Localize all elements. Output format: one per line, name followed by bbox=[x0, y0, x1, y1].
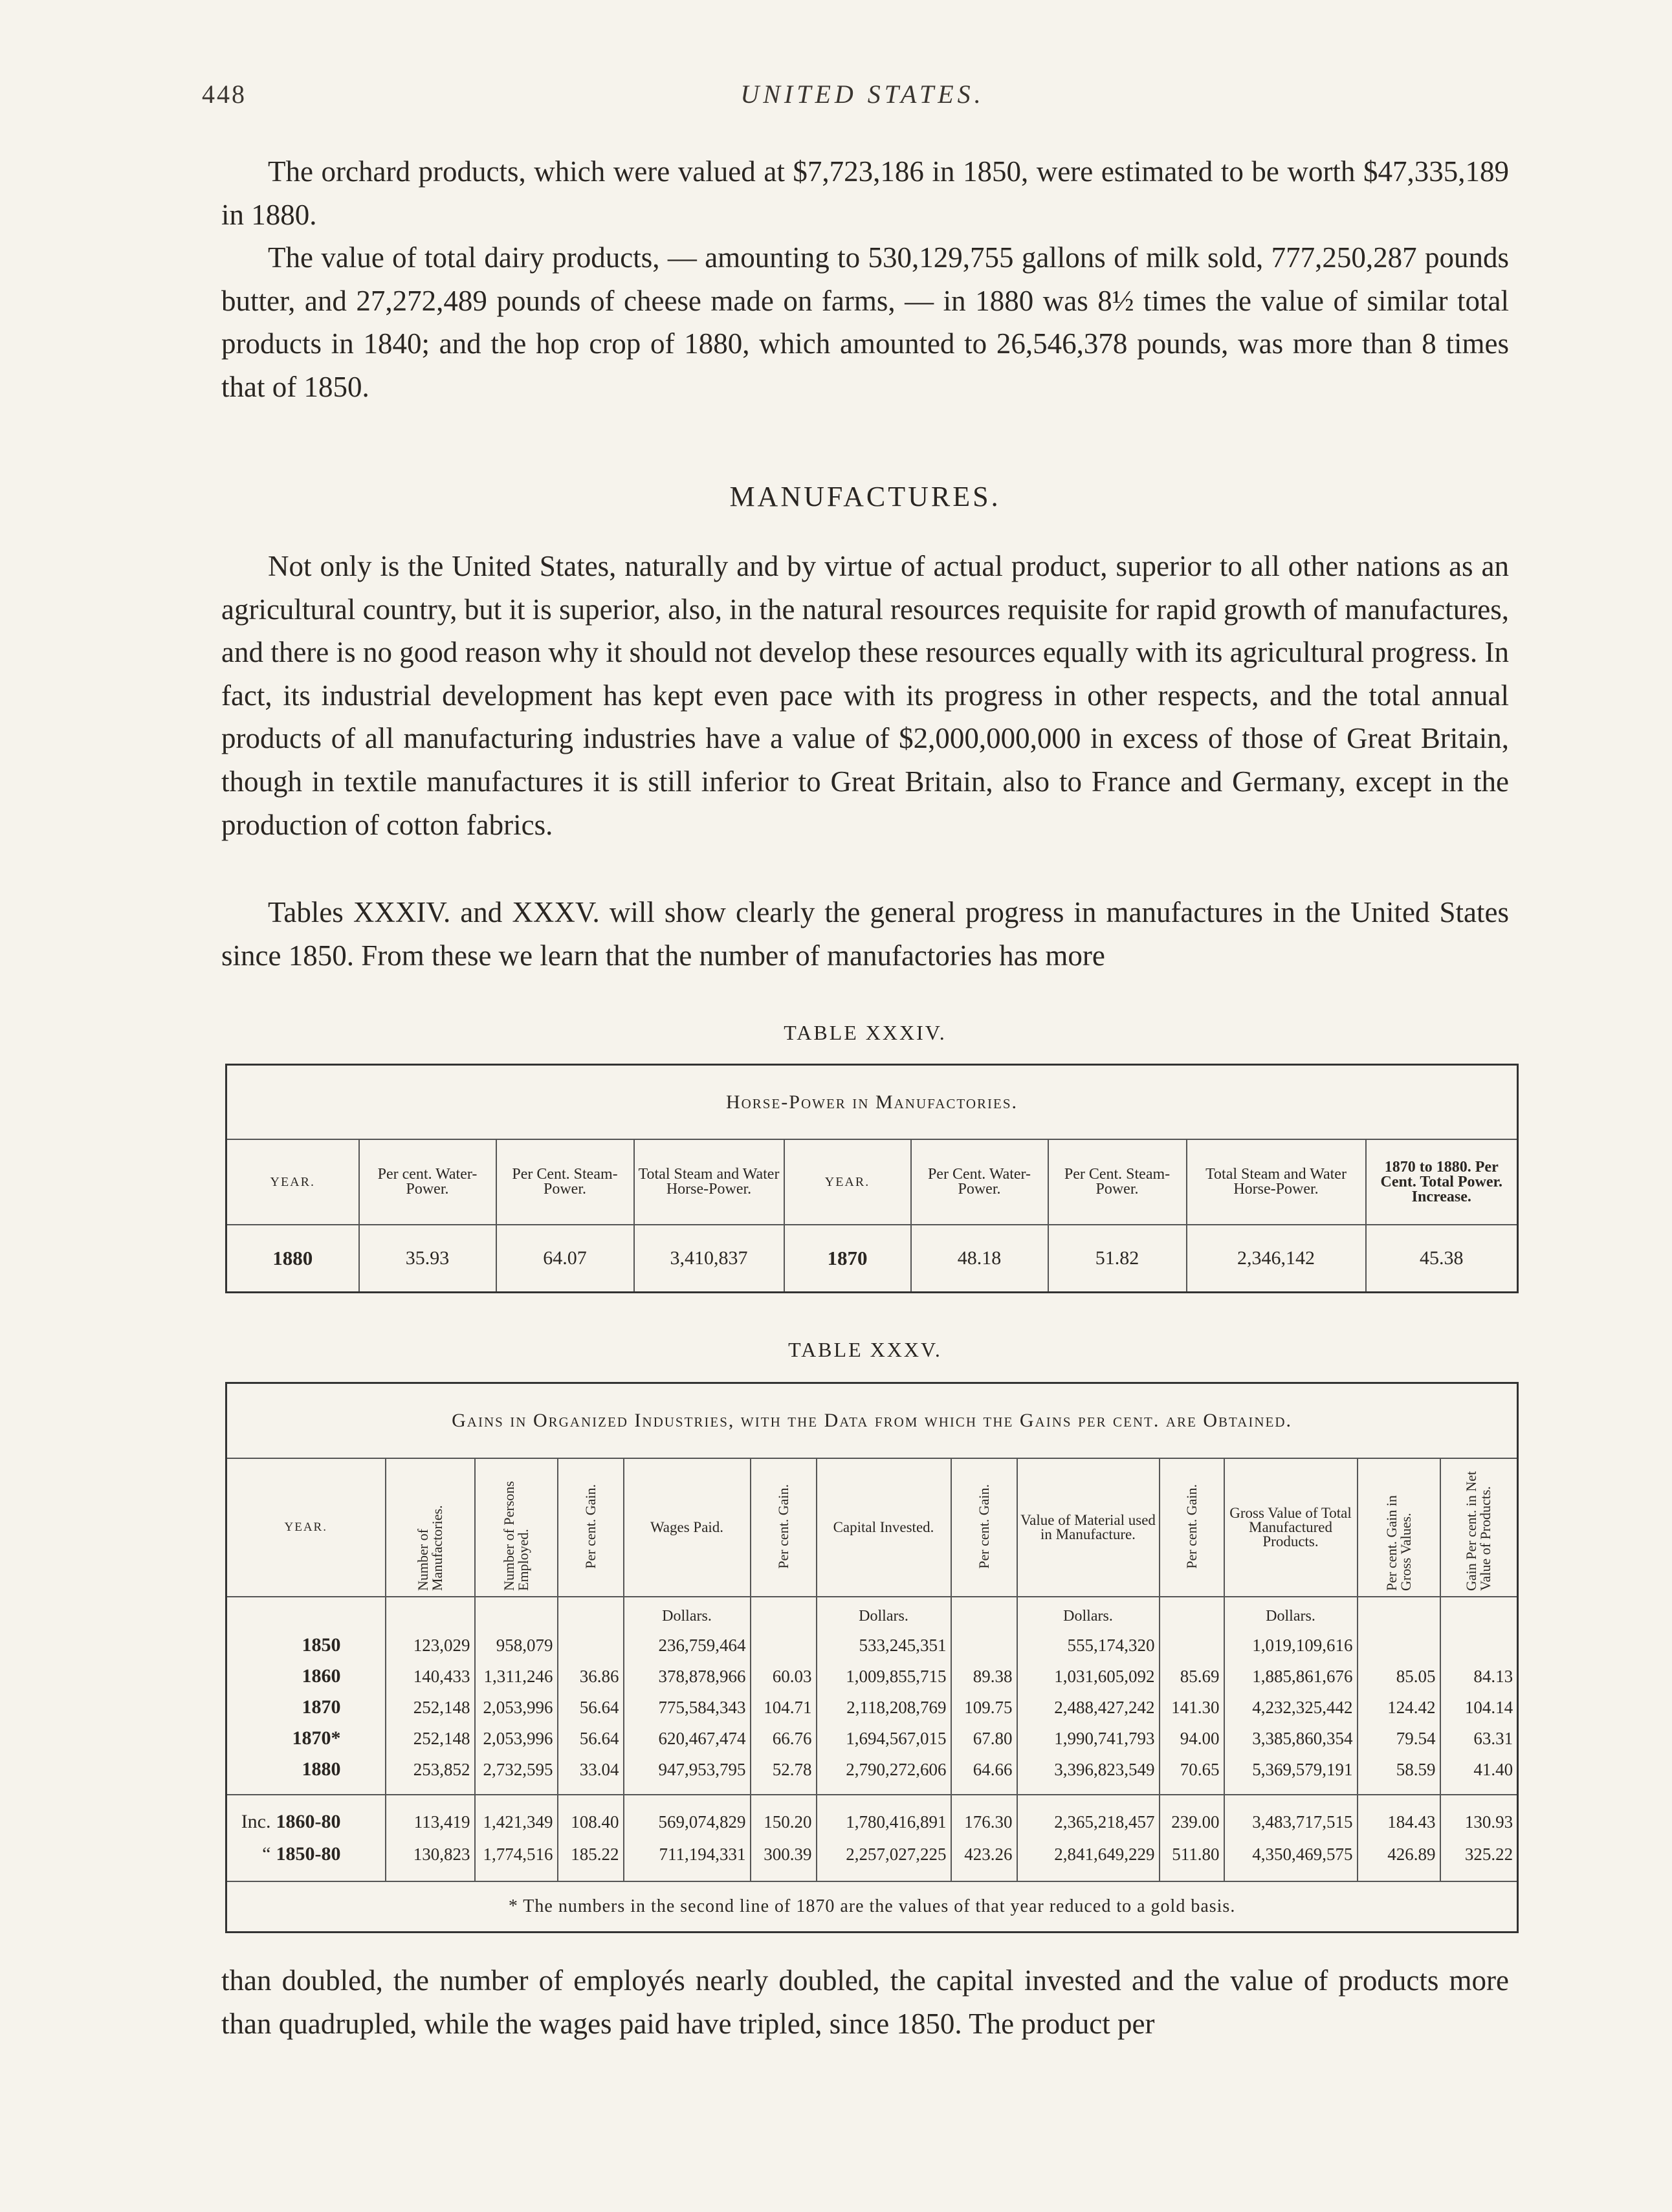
table-cell: 1,780,416,891 bbox=[817, 1795, 951, 1838]
table-cell: 41.40 bbox=[1440, 1754, 1518, 1795]
table-cell: 60.03 bbox=[751, 1661, 817, 1692]
table-35-header: Per cent. Gain. bbox=[1183, 1484, 1200, 1569]
table-cell: 2,841,649,229 bbox=[1017, 1838, 1160, 1881]
table-cell: 124.42 bbox=[1358, 1692, 1440, 1723]
running-title: UNITED STATES. bbox=[740, 80, 985, 109]
table-34-header: Per Cent. Water-Power. bbox=[911, 1139, 1048, 1225]
table-cell: 89.38 bbox=[951, 1661, 1017, 1692]
table-35-header: Number of Manufactories. bbox=[414, 1505, 445, 1591]
table-34-header: Per cent. Water-Power. bbox=[359, 1139, 496, 1225]
table-cell: 511.80 bbox=[1160, 1838, 1224, 1881]
table-34-cell: 64.07 bbox=[496, 1225, 634, 1293]
table-34-header: Total Steam and Water Horse-Power. bbox=[634, 1139, 784, 1225]
table-cell: 84.13 bbox=[1440, 1661, 1518, 1692]
unit-label: Dollars. bbox=[817, 1597, 951, 1630]
table-cell: 66.76 bbox=[751, 1723, 817, 1754]
table-cell: 300.39 bbox=[751, 1838, 817, 1881]
table-cell: 79.54 bbox=[1358, 1723, 1440, 1754]
table-row bbox=[226, 1754, 1518, 1795]
row-year: 1870 bbox=[302, 1696, 341, 1718]
table-cell: 2,488,427,242 bbox=[1017, 1692, 1160, 1723]
table-34-header: Total Steam and Water Horse-Power. bbox=[1187, 1139, 1366, 1225]
table-cell: 176.30 bbox=[951, 1795, 1017, 1838]
table-cell: 236,759,464 bbox=[624, 1630, 751, 1661]
table-34-header: YEAR. bbox=[784, 1139, 911, 1225]
table-cell: 1,990,741,793 bbox=[1017, 1723, 1160, 1754]
table-cell: 130,823 bbox=[386, 1838, 475, 1881]
unit-label: Dollars. bbox=[624, 1597, 751, 1630]
table-cell: 1,694,567,015 bbox=[817, 1723, 951, 1754]
table-cell: 3,396,823,549 bbox=[1017, 1754, 1160, 1795]
table-35-label: TABLE XXXV. bbox=[788, 1338, 942, 1361]
table-35-header: YEAR. bbox=[226, 1458, 386, 1597]
table-34-header: Per Cent. Steam-Power. bbox=[1048, 1139, 1187, 1225]
table-35 bbox=[225, 1382, 1519, 1933]
table-cell bbox=[558, 1630, 624, 1661]
paragraph-tables-intro: Tables XXXIV. and XXXV. will show clearly the general progress in manufactures in the United States since 1850. From these we learn that the number of manufactories has more bbox=[221, 896, 1509, 972]
table-cell: 64.66 bbox=[951, 1754, 1017, 1795]
table-cell: 52.78 bbox=[751, 1754, 817, 1795]
running-head bbox=[202, 79, 1523, 118]
table-cell: 85.05 bbox=[1358, 1661, 1440, 1692]
table-cell: 239.00 bbox=[1160, 1795, 1224, 1838]
table-cell: 123,029 bbox=[386, 1630, 475, 1661]
table-cell: 3,385,860,354 bbox=[1224, 1723, 1358, 1754]
table-cell: 70.65 bbox=[1160, 1754, 1224, 1795]
table-cell: 569,074,829 bbox=[624, 1795, 751, 1838]
table-cell: 1,019,109,616 bbox=[1224, 1630, 1358, 1661]
table-cell: 620,467,474 bbox=[624, 1723, 751, 1754]
table-cell: 36.86 bbox=[558, 1661, 624, 1692]
table-34-cell: 1870 bbox=[784, 1225, 911, 1293]
table-34-header: YEAR. bbox=[226, 1139, 359, 1225]
summary-period: 1850-80 bbox=[276, 1843, 341, 1865]
table-cell: 711,194,331 bbox=[624, 1838, 751, 1881]
paragraph-continuation: than doubled, the number of employés nearly doubled, the capital invested and the value of products more than quadrupled, while the wages paid have tripled, since 1850. The product per bbox=[221, 1964, 1509, 2040]
table-row bbox=[226, 1661, 1518, 1692]
table-35-caption: Gains in Organized Industries, with the Data from which the Gains per cent. are Obtained. bbox=[226, 1383, 1518, 1459]
table-35-header: Capital Invested. bbox=[817, 1458, 951, 1597]
summary-period: 1860-80 bbox=[276, 1811, 341, 1832]
table-cell bbox=[951, 1630, 1017, 1661]
table-34-caption: Horse-Power in Manufactories. bbox=[226, 1065, 1518, 1140]
table-cell: 33.04 bbox=[558, 1754, 624, 1795]
table-cell: 2,257,027,225 bbox=[817, 1838, 951, 1881]
table-cell: 2,053,996 bbox=[475, 1723, 558, 1754]
table-cell: 56.64 bbox=[558, 1692, 624, 1723]
table-cell bbox=[1440, 1630, 1518, 1661]
table-34-header: Per Cent. Steam-Power. bbox=[496, 1139, 634, 1225]
table-cell: 104.71 bbox=[751, 1692, 817, 1723]
unit-label: Dollars. bbox=[1224, 1597, 1358, 1630]
table-34-cell: 2,346,142 bbox=[1187, 1225, 1366, 1293]
table-cell: 378,878,966 bbox=[624, 1661, 751, 1692]
table-cell: 1,031,605,092 bbox=[1017, 1661, 1160, 1692]
table-cell: 253,852 bbox=[386, 1754, 475, 1795]
table-cell: 1,885,861,676 bbox=[1224, 1661, 1358, 1692]
table-cell: 2,790,272,606 bbox=[817, 1754, 951, 1795]
table-cell: 775,584,343 bbox=[624, 1692, 751, 1723]
table-cell: 141.30 bbox=[1160, 1692, 1224, 1723]
table-cell bbox=[751, 1630, 817, 1661]
table-cell: 85.69 bbox=[1160, 1661, 1224, 1692]
table-cell: 2,365,218,457 bbox=[1017, 1795, 1160, 1838]
table-cell: 150.20 bbox=[751, 1795, 817, 1838]
table-cell: 56.64 bbox=[558, 1723, 624, 1754]
table-cell: 958,079 bbox=[475, 1630, 558, 1661]
summary-prefix: Inc. bbox=[241, 1811, 271, 1832]
table-cell: 3,483,717,515 bbox=[1224, 1795, 1358, 1838]
table-cell: 109.75 bbox=[951, 1692, 1017, 1723]
table-cell: 4,232,325,442 bbox=[1224, 1692, 1358, 1723]
table-cell: 184.43 bbox=[1358, 1795, 1440, 1838]
table-34-cell: 35.93 bbox=[359, 1225, 496, 1293]
table-cell: 252,148 bbox=[386, 1723, 475, 1754]
summary-label bbox=[226, 1838, 386, 1881]
summary-label bbox=[226, 1795, 386, 1838]
table-cell: 533,245,351 bbox=[817, 1630, 951, 1661]
table-cell: 1,311,246 bbox=[475, 1661, 558, 1692]
table-cell: 2,053,996 bbox=[475, 1692, 558, 1723]
table-35-footnote: * The numbers in the second line of 1870 are the values of that year reduced to a gold basis. bbox=[226, 1881, 1518, 1933]
table-34-header: 1870 to 1880. Per Cent. Total Power. Increase. bbox=[1366, 1139, 1518, 1225]
table-34-cell: 45.38 bbox=[1366, 1225, 1518, 1293]
table-row bbox=[226, 1692, 1518, 1723]
summary-row bbox=[226, 1838, 1518, 1881]
table-cell: 67.80 bbox=[951, 1723, 1017, 1754]
table-row bbox=[226, 1723, 1518, 1754]
table-35-header: Value of Material used in Manufacture. bbox=[1017, 1458, 1160, 1597]
table-cell: 252,148 bbox=[386, 1692, 475, 1723]
table-cell: 63.31 bbox=[1440, 1723, 1518, 1754]
row-year: 1850 bbox=[302, 1634, 341, 1656]
table-cell: 104.14 bbox=[1440, 1692, 1518, 1723]
table-35-header: Per cent. Gain. bbox=[775, 1484, 791, 1569]
table-34-cell: 3,410,837 bbox=[634, 1225, 784, 1293]
table-34-cell: 51.82 bbox=[1048, 1225, 1187, 1293]
table-cell: 1,009,855,715 bbox=[817, 1661, 951, 1692]
table-row bbox=[226, 1630, 1518, 1661]
table-34-label: TABLE XXXIV. bbox=[784, 1021, 947, 1044]
table-cell bbox=[1160, 1630, 1224, 1661]
row-year: 1860 bbox=[302, 1665, 341, 1687]
summary-row bbox=[226, 1795, 1518, 1838]
row-year: 1870* bbox=[292, 1727, 341, 1749]
table-cell: 5,369,579,191 bbox=[1224, 1754, 1358, 1795]
table-cell: 58.59 bbox=[1358, 1754, 1440, 1795]
table-cell: 185.22 bbox=[558, 1838, 624, 1881]
table-35-header: Gross Value of Total Manufactured Products. bbox=[1224, 1458, 1358, 1597]
table-cell: 113,419 bbox=[386, 1795, 475, 1838]
unit-label: Dollars. bbox=[1017, 1597, 1160, 1630]
table-35-header: Per cent. Gain in Gross Values. bbox=[1383, 1495, 1414, 1591]
row-year: 1880 bbox=[302, 1758, 341, 1780]
table-cell: 423.26 bbox=[951, 1838, 1017, 1881]
table-cell: 947,953,795 bbox=[624, 1754, 751, 1795]
summary-prefix: “ bbox=[262, 1843, 271, 1865]
table-cell: 2,732,595 bbox=[475, 1754, 558, 1795]
table-cell: 4,350,469,575 bbox=[1224, 1838, 1358, 1881]
table-35-header: Number of Persons Employed. bbox=[500, 1481, 531, 1591]
table-35-header: Gain Per cent. in Net Value of Products. bbox=[1463, 1471, 1494, 1591]
table-cell: 2,118,208,769 bbox=[817, 1692, 951, 1723]
table-35-header: Wages Paid. bbox=[624, 1458, 751, 1597]
table-35-header: Per cent. Gain. bbox=[975, 1484, 992, 1569]
table-cell: 1,421,349 bbox=[475, 1795, 558, 1838]
table-35-header: Per cent. Gain. bbox=[582, 1484, 599, 1569]
table-34-cell: 1880 bbox=[272, 1247, 313, 1269]
table-cell: 1,774,516 bbox=[475, 1838, 558, 1881]
table-cell: 108.40 bbox=[558, 1795, 624, 1838]
page-number: 448 bbox=[202, 80, 247, 109]
table-cell: 140,433 bbox=[386, 1661, 475, 1692]
table-34 bbox=[225, 1064, 1519, 1293]
paragraph-orchard: The orchard products, which were valued at $7,723,186 in 1850, were estimated to be worth $47,335,189 in 1880. bbox=[221, 155, 1509, 231]
table-cell: 94.00 bbox=[1160, 1723, 1224, 1754]
table-cell: 426.89 bbox=[1358, 1838, 1440, 1881]
table-34-cell: 48.18 bbox=[911, 1225, 1048, 1293]
table-34-row bbox=[226, 1225, 1518, 1293]
table-cell bbox=[1358, 1630, 1440, 1661]
paragraph-manufactures: Not only is the United States, naturally and by virtue of actual product, superior to all other nations as an agricultural country, but it is superior, also, in the natural resources requisite for rapid growth of manufactures, and there is no good reason why it should not develop these resources equally with its agricultural progress. In fact, its industrial development has kept even pace with its progress in other respects, and the total annual products of all manufacturing industries have a value of $2,000,000,000 in excess of those of Great Britain, though in textile manufactures it is still inferior to Great Britain, also to France and Germany, except in the production of cotton fabrics. bbox=[221, 550, 1509, 841]
section-heading: MANUFACTURES. bbox=[729, 481, 1001, 512]
table-cell: 325.22 bbox=[1440, 1838, 1518, 1881]
table-cell: 555,174,320 bbox=[1017, 1630, 1160, 1661]
paragraph-dairy: The value of total dairy products, — amounting to 530,129,755 gallons of milk sold, 777,250,287 pounds butter, and 27,272,489 pounds of cheese made on farms, — in 1880 was 8½ times the value of similar total products in 1840; and the hop crop of 1880, which amounted to 26,546,378 pounds, was more than 8 times that of 1850. bbox=[221, 241, 1509, 403]
table-cell: 130.93 bbox=[1440, 1795, 1518, 1838]
